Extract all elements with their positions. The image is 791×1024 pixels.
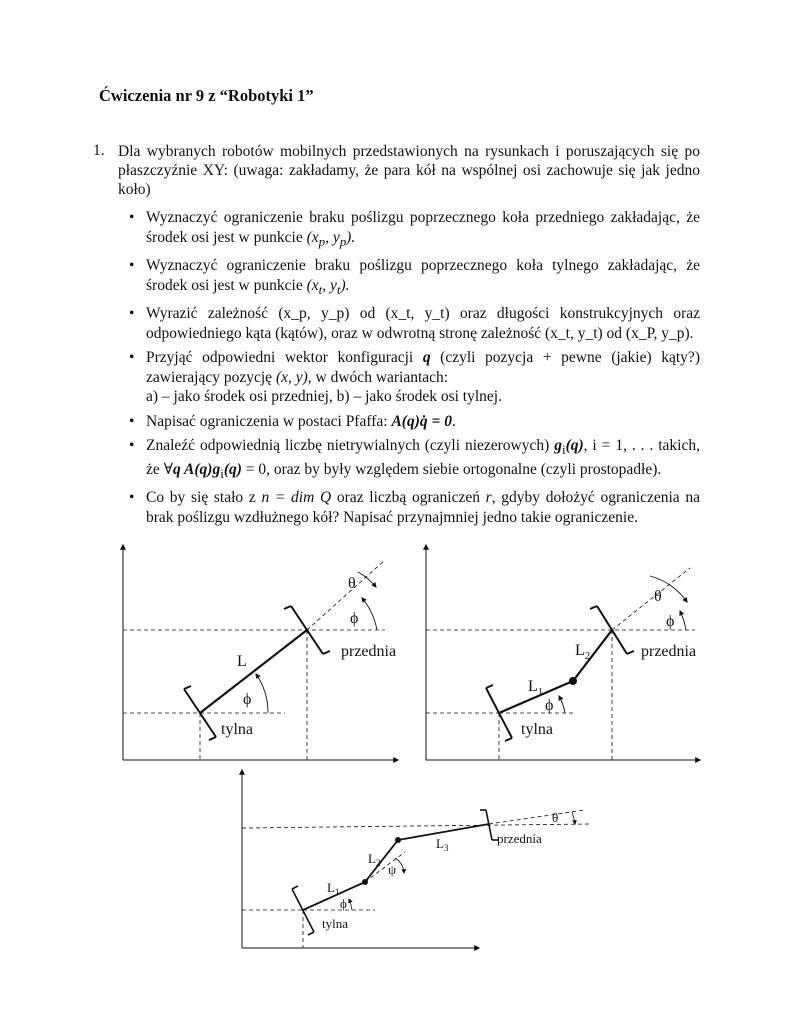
bullet-icon: • bbox=[129, 412, 135, 430]
svg-text:L1: $L_1$ bbox=[528, 678, 544, 698]
bullet-icon: • bbox=[129, 209, 135, 226]
svg-text:tylna: tylna bbox=[521, 721, 553, 738]
robot-body bbox=[200, 630, 307, 713]
svg-text:θ: θ bbox=[654, 588, 662, 605]
list-item: • Przyjąć odpowiedni wektor konfiguracji q (czyli pozycja + pewne (jakie) kąty?) zawierający pozycję (x, y), w dwóch wariantach: a) – jako środek osi przedniej, b) – jako środek osi tylnej. bbox=[129, 349, 700, 406]
svg-text:przednia: przednia bbox=[497, 831, 542, 846]
label-rear: tylna bbox=[221, 721, 253, 738]
bullet-icon: • bbox=[129, 489, 135, 507]
label-phi-top: ϕ bbox=[350, 610, 359, 627]
svg-text:L2: $L_2$ bbox=[575, 642, 591, 662]
list-item: • Znaleźć odpowiednią liczbę nietrywialnych (czyli niezerowych) $g_i(q)$, i = 1, . . . takich, że ∀q $A(q)g_i(q) = 0$, oraz by były względem siebie ortogonalne (czyli prostopadłe). bbox=[129, 437, 700, 481]
svg-text:tylna: tylna bbox=[322, 916, 348, 931]
svg-text:ψ: ψ bbox=[388, 862, 397, 877]
list-item: • Napisać ograniczenia w postaci Pfaffa: A(q)q̇ = 0. bbox=[129, 412, 456, 430]
svg-text:θ: θ bbox=[552, 810, 559, 825]
svg-text:L1: $L_1$ bbox=[327, 880, 340, 897]
label-front: przednia bbox=[341, 643, 397, 660]
svg-text:przednia: przednia bbox=[641, 643, 697, 660]
svg-text:ϕ: ϕ bbox=[666, 613, 675, 630]
bullet-icon: • bbox=[129, 257, 135, 275]
svg-text:L2: $L_2$ bbox=[368, 851, 381, 868]
bullet-icon: • bbox=[129, 305, 135, 323]
question-text: Dla wybranych robotów mobilnych przedstawionych na rysunkach i poruszających się po płaszczyźnie XY: (uwaga: zakładamy, że para kół na wspólnej osi zachowuje się jak jedno koło) bbox=[118, 143, 700, 198]
bullet-icon: • bbox=[129, 437, 135, 455]
list-item: • Wyznaczyć ograniczenie braku poślizgu poprzecznego koła przedniego zakładając, że środek osi jest w punkcie ($x_p$, $y_p$). bbox=[129, 209, 700, 249]
label-L: L bbox=[237, 653, 247, 670]
bullet-text: Wyrazić zależność (x_p, y_p) od (x_t, y_t) oraz długości konstrukcyjnych oraz odpowiedniego kąta (kątów), oraz w odwrotną stronę zależność (x_t, y_t) od (x_P, y_p). bbox=[146, 305, 700, 342]
svg-text:L3: $L_3$ bbox=[436, 836, 449, 853]
label-theta: θ bbox=[348, 575, 356, 592]
figure-1 bbox=[123, 545, 398, 760]
figure-2 bbox=[426, 545, 700, 760]
bullet-icon: • bbox=[129, 349, 135, 367]
figure-3 bbox=[242, 770, 590, 948]
label-phi: ϕ bbox=[243, 691, 252, 708]
list-item: • Wyznaczyć ograniczenie braku poślizgu poprzecznego koła tylnego zakładając, że środek osi jest w punkcie ($x_t$, $y_t$). bbox=[129, 257, 700, 297]
list-item: • Co by się stało z n = dim Q oraz liczbą ograniczeń r, gdyby dołożyć ograniczenia na brak poślizgu wzdłużnego kół? Napisać przynajmniej jedno takie ograniczenie. bbox=[129, 489, 700, 526]
question-number: 1. bbox=[93, 142, 105, 159]
svg-text:ϕ: ϕ bbox=[545, 697, 554, 714]
page-title: Ćwiczenia nr 9 z “Robotyki 1” bbox=[99, 86, 314, 105]
svg-text:ϕ: ϕ bbox=[340, 896, 347, 911]
